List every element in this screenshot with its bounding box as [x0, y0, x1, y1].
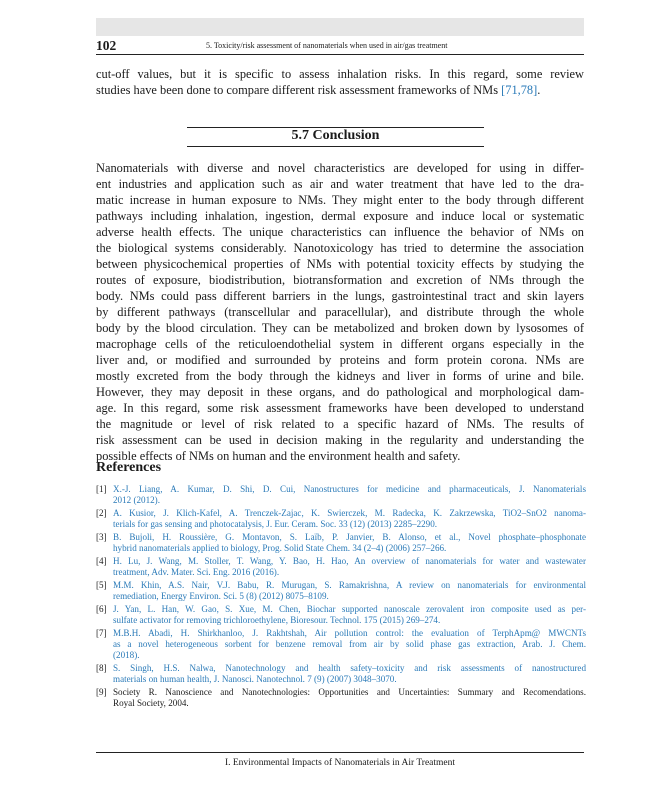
reference-line: as a novel heterogeneous sorbent for benzene removal from air by solid phase gas extraction, Arab. J. Chem. [113, 639, 586, 650]
reference-line: H. Lu, J. Wang, M. Stoller, T. Wang, Y. Bao, H. Hao, An overview of nanomaterials for water and wastewater [113, 556, 586, 566]
reference-line: 2012 (2012). [113, 495, 160, 506]
reference-link[interactable] [113, 484, 586, 506]
reference-number: [1] [96, 484, 107, 494]
page-footer [96, 752, 584, 772]
reference-line: treatment, Adv. Mater. Sci. Eng. 2016 (2016). [113, 567, 280, 578]
conclusion-line: adverse health effects. The unique characteristics can influence the behavior of NMs on [96, 225, 584, 239]
conclusion-line: between physicochemical properties of NMs with potential toxicity effects by studying the [96, 257, 584, 271]
reference-item [96, 484, 586, 506]
reference-line: A. Kusior, J. Klich-Kafel, A. Trenczek-Zajac, K. Swierczek, M. Radecka, K. Zakrzewska, TiO2–SnO2 nanoma- [113, 508, 586, 518]
reference-number: [5] [96, 580, 107, 590]
reference-line: Royal Society, 2004. [113, 698, 189, 709]
intro-paragraph [96, 66, 584, 98]
conclusion-line: age. In this regard, some risk assessment frameworks have been developed to understand [96, 401, 584, 415]
reference-line: materials on human health, J. Nanosci. Nanotechnol. 7 (9) (2007) 3048–3070. [113, 674, 397, 685]
reference-line: remediation, Energy Environ. Sci. 5 (8) (2012) 8075–8109. [113, 591, 329, 602]
reference-link[interactable] [113, 532, 586, 554]
conclusion-line: However, they may deposit in these organs, and do pathological and morphological dam- [96, 385, 584, 399]
conclusion-line: Nanomaterials with diverse and novel characteristics are developed for using in differ- [96, 161, 584, 175]
reference-item [96, 508, 586, 530]
references-list [96, 484, 586, 711]
references-heading: References [96, 460, 162, 475]
conclusion-line: possible effects of NMs on human and the environment health and safety. [96, 449, 461, 463]
reference-link[interactable] [113, 508, 586, 530]
conclusion-line: mostly excreted from the body through the kidneys and liver in forms of urine and bile. [96, 369, 584, 383]
reference-item [96, 628, 586, 662]
reference-line: terials for gas sensing and photocatalysis, J. Eur. Ceram. Soc. 33 (12) (2013) 2285–2290. [113, 519, 438, 530]
reference-line: (2018). [113, 650, 140, 661]
reference-item [96, 532, 586, 554]
reference-number: [9] [96, 687, 107, 698]
conclusion-line: liver and, or modified and surrounded by proteins and form protein corona. NMs are [96, 353, 584, 367]
conclusion-line: pathways including inhalation, ingestion, dermal exposure and induce local or systematic [96, 209, 584, 223]
conclusion-line: matic increase in human exposure to NMs. They might enter to the body through different [96, 193, 584, 207]
reference-line: B. Bujoli, H. Roussière, G. Montavon, S. Laïb, P. Janvier, B. Alonso, et al., Novel phosphate–phosphonate [113, 532, 586, 542]
reference-line: S. Singh, H.S. Nalwa, Nanotechnology and health safety–toxicity and risk assessments of nanostructured [113, 663, 586, 674]
reference-number: [6] [96, 604, 107, 614]
reference-item [96, 687, 586, 709]
reference-line: sulfate activator for removing trichloroethylene, Bioresour. Technol. 175 (2015) 269–274. [113, 615, 441, 626]
intro-line: cut-off values, but it is specific to assess inhalation risks. In this regard, some review [96, 67, 584, 81]
reference-number: [7] [96, 628, 107, 638]
page-number: 102 [96, 38, 117, 53]
conclusion-line: body. NMs could pass different barriers in the lungs, gastrointestinal tract and skin layers [96, 289, 584, 303]
conclusion-line: risk assessment can be used in decision making in the regularity and understanding the [96, 433, 584, 447]
reference-link [113, 687, 586, 709]
conclusion-line: by different pathways (transcellular and paracellular), and distribute through the whole [96, 305, 584, 319]
conclusion-line: macrophage cells of the reticuloendothelial system in different organs especially in the [96, 337, 584, 351]
reference-item [96, 580, 586, 602]
reference-link[interactable] [113, 604, 586, 626]
conclusion-line: ent industries and application such as air and water treatment that have led to the dra- [96, 177, 584, 191]
conclusion-line: the biological systems considerably. Nanotoxicology has tried to determine the association [96, 241, 584, 255]
reference-item [96, 556, 586, 578]
reference-line: M.B.H. Abadi, H. Shirkhanloo, J. Rakhtshah, Air pollution control: the evaluation of TerphApm@ MWCNTs [113, 628, 586, 638]
reference-link[interactable] [113, 663, 586, 685]
citation-link[interactable]: [71,78] [501, 83, 538, 97]
reference-number: [2] [96, 508, 107, 518]
running-head: 5. Toxicity/risk assessment of nanomaterials when used in air/gas treatment [206, 41, 448, 50]
reference-number: [3] [96, 532, 107, 542]
header-bar [96, 18, 584, 36]
intro-end: . [537, 83, 541, 97]
reference-item [96, 663, 586, 685]
reference-link[interactable] [113, 580, 586, 602]
reference-line: X.-J. Liang, A. Kumar, D. Shi, D. Cui, Nanostructures for medicine and pharmaceuticals, J. Nanomaterials [113, 484, 586, 494]
section-rule-bottom [187, 146, 484, 147]
conclusion-line: body by the blood circulation. They can be metabolized and broken down by lysosomes of [96, 321, 584, 335]
conclusion-line: routes of exposure, biodistribution, biotransformation and excretion of NMs through the [96, 273, 584, 287]
conclusion-line: the magnitude or level of risk related to a specific hazard of NMs. The results of [96, 417, 584, 431]
reference-line: M.M. Khin, A.S. Nair, V.J. Babu, R. Murugan, S. Ramakrishna, A review on nanomaterials for environmental [113, 580, 586, 590]
page-header [96, 37, 584, 55]
section-title: 5.7 Conclusion [291, 128, 380, 143]
reference-line: hybrid nanomaterials applied to biology, Prog. Solid State Chem. 34 (2–4) (2006) 257–266. [113, 543, 447, 554]
reference-line: Society R. Nanoscience and Nanotechnologies: Opportunities and Uncertainties: Summary and Recomendations. [113, 687, 586, 698]
footer-text: I. Environmental Impacts of Nanomaterials in Air Treatment [224, 758, 456, 768]
intro-line [96, 82, 584, 98]
reference-number: [8] [96, 663, 107, 674]
conclusion-paragraph [96, 160, 584, 464]
reference-line: J. Yan, L. Han, W. Gao, S. Xue, M. Chen, Biochar supported nanoscale zerovalent iron composite used as per- [113, 604, 586, 614]
reference-link[interactable] [113, 556, 586, 578]
reference-item [96, 604, 586, 626]
intro-line-text: studies have been done to compare different risk assessment frameworks of NMs [96, 83, 502, 97]
reference-number: [4] [96, 556, 107, 566]
reference-link[interactable] [113, 628, 586, 662]
